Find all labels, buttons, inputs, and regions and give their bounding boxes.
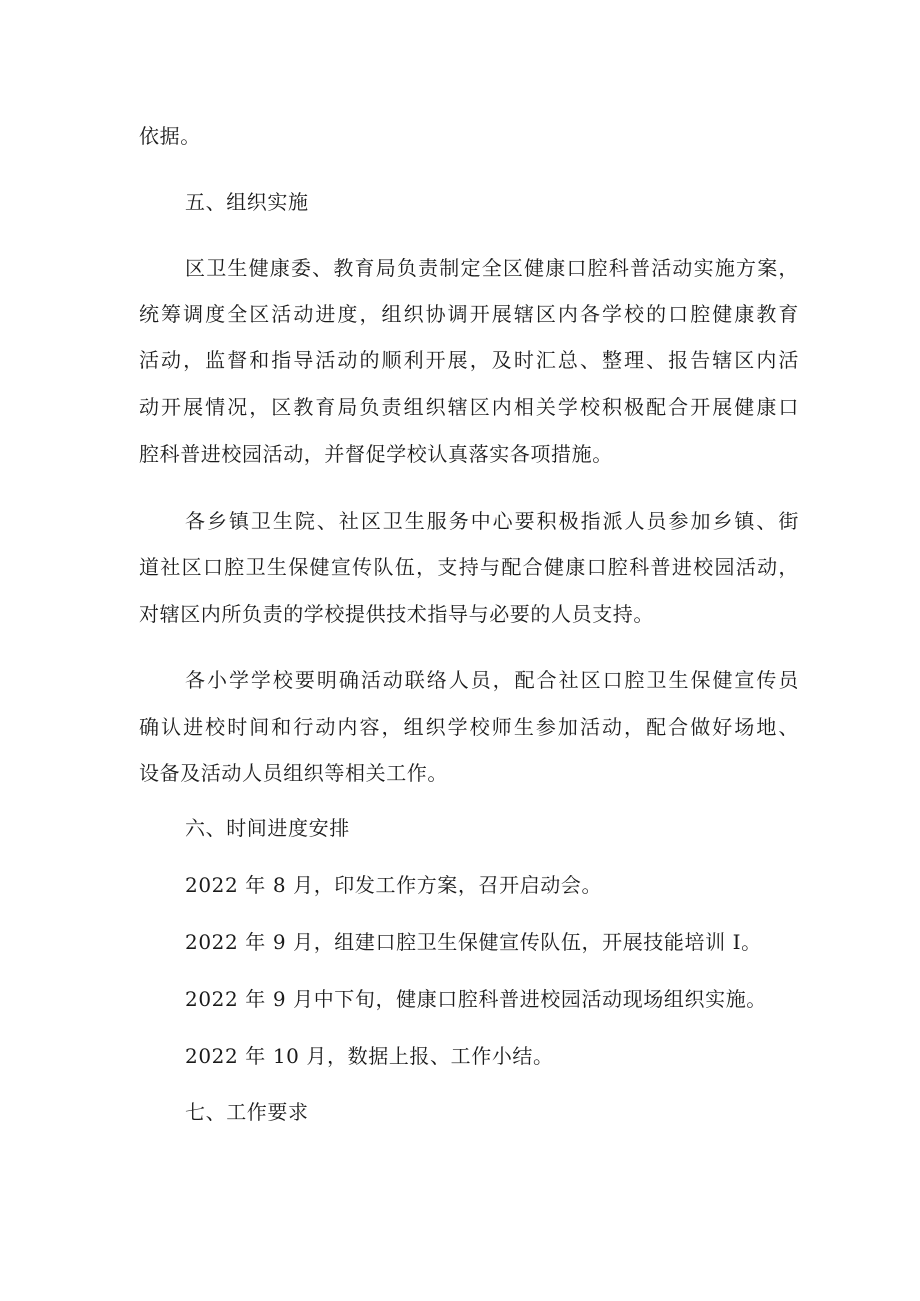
text-line: 依据。 xyxy=(139,124,201,148)
section-heading: 七、工作要求 xyxy=(185,1100,309,1124)
text-line: 统筹调度全区活动进度，组织协调开展辖区内各学校的口腔健康教育 xyxy=(139,302,799,326)
schedule-item: 2022 年 8 月，印发工作方案，召开启动会。 xyxy=(185,873,603,897)
schedule-item: 2022 年 10 月，数据上报、工作小结。 xyxy=(185,1044,554,1068)
text-line: 确认进校时间和行动内容，组织学校师生参加活动，配合做好场地、 xyxy=(139,715,799,739)
text-line: 对辖区内所负责的学校提供技术指导与必要的人员支持。 xyxy=(139,602,654,626)
schedule-item: 2022 年 9 月，组建口腔卫生保健宣传队伍，开展技能培训 I。 xyxy=(185,930,762,954)
text-line: 各小学学校要明确活动联络人员，配合社区口腔卫生保健宣传员 xyxy=(185,668,799,692)
text-line: 道社区口腔卫生保健宣传队伍，支持与配合健康口腔科普进校园活动， xyxy=(139,555,799,579)
schedule-item: 2022 年 9 月中下旬，健康口腔科普进校园活动现场组织实施。 xyxy=(185,987,767,1011)
text-line: 动开展情况，区教育局负责组织辖区内相关学校积极配合开展健康口 xyxy=(139,395,799,419)
text-line: 区卫生健康委、教育局负责制定全区健康口腔科普活动实施方案， xyxy=(185,256,799,280)
text-line: 活动，监督和指导活动的顺利开展，及时汇总、整理、报告辖区内活 xyxy=(139,348,799,372)
text-line: 腔科普进校园活动，并督促学校认真落实各项措施。 xyxy=(139,442,613,466)
text-line: 各乡镇卫生院、社区卫生服务中心要积极指派人员参加乡镇、街 xyxy=(185,509,799,533)
section-heading: 六、时间进度安排 xyxy=(185,816,350,840)
text-line: 设备及活动人员组织等相关工作。 xyxy=(139,761,448,785)
section-heading: 五、组织实施 xyxy=(185,190,309,214)
